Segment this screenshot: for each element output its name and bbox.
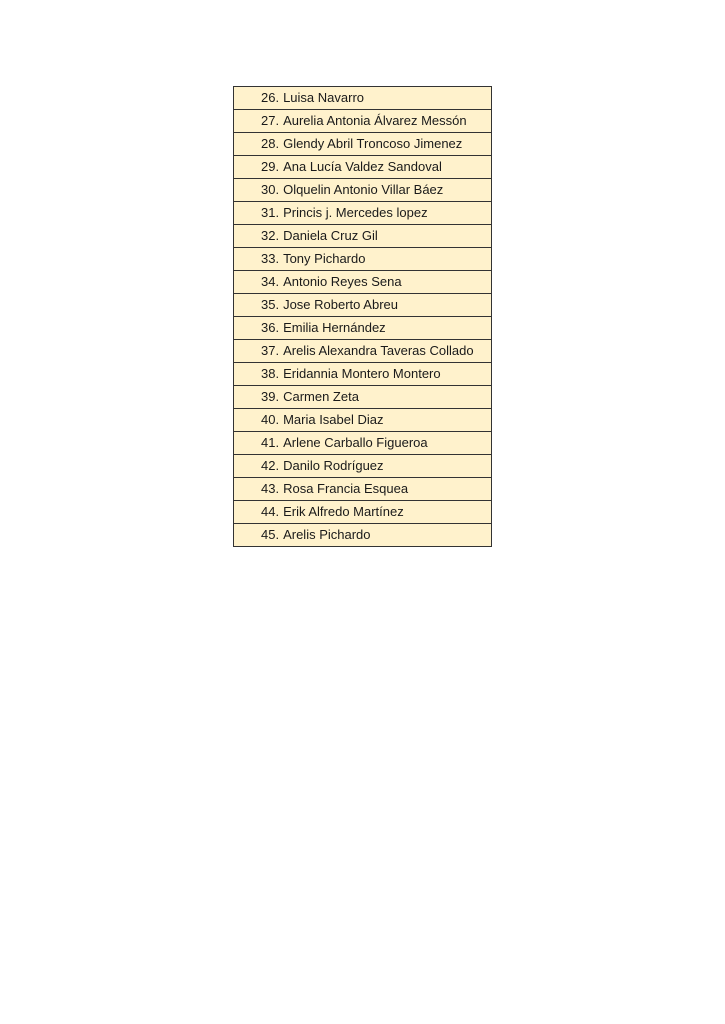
table-row [234,363,492,386]
row-number: 27. [261,113,280,128]
table-row [234,179,492,202]
row-number: 35. [261,297,280,312]
row-number: 43. [261,481,280,496]
name-list-table [233,86,492,547]
row-number: 31. [261,205,280,220]
table-row [234,271,492,294]
name-cell [234,317,492,340]
table-row [234,225,492,248]
person-name: Arelis Alexandra Taveras Collado [283,343,474,358]
name-cell [234,110,492,133]
row-number: 40. [261,412,280,427]
name-cell [234,478,492,501]
table-row [234,340,492,363]
name-cell [234,133,492,156]
name-cell [234,156,492,179]
row-number: 33. [261,251,280,266]
table-row [234,110,492,133]
row-number: 32. [261,228,280,243]
name-cell [234,294,492,317]
table-row [234,202,492,225]
name-cell [234,501,492,524]
person-name: Danilo Rodríguez [283,458,384,473]
name-cell [234,87,492,110]
person-name: Arelis Pichardo [283,527,371,542]
person-name: Jose Roberto Abreu [283,297,398,312]
table-row [234,455,492,478]
row-number: 37. [261,343,280,358]
name-cell [234,340,492,363]
row-number: 28. [261,136,280,151]
person-name: Luisa Navarro [283,90,365,105]
row-number: 36. [261,320,280,335]
table-row [234,248,492,271]
name-list-body [234,87,492,547]
person-name: Eridannia Montero Montero [283,366,441,381]
name-cell [234,386,492,409]
table-row [234,386,492,409]
person-name: Rosa Francia Esquea [283,481,409,496]
row-number: 45. [261,527,280,542]
person-name: Carmen Zeta [283,389,359,404]
table-row [234,524,492,547]
row-number: 34. [261,274,280,289]
name-cell [234,363,492,386]
person-name: Glendy Abril Troncoso Jimenez [283,136,463,151]
person-name: Daniela Cruz Gil [283,228,378,243]
person-name: Antonio Reyes Sena [283,274,402,289]
name-cell [234,225,492,248]
person-name: Emilia Hernández [283,320,386,335]
person-name: Tony Pichardo [283,251,366,266]
table-row [234,478,492,501]
row-number: 26. [261,90,280,105]
row-number: 30. [261,182,280,197]
person-name: Maria Isabel Diaz [283,412,384,427]
row-number: 39. [261,389,280,404]
table-row [234,133,492,156]
person-name: Ana Lucía Valdez Sandoval [283,159,442,174]
person-name: Princis j. Mercedes lopez [283,205,428,220]
row-number: 38. [261,366,280,381]
name-cell [234,179,492,202]
person-name: Olquelin Antonio Villar Báez [283,182,444,197]
row-number: 44. [261,504,280,519]
person-name: Arlene Carballo Figueroa [283,435,428,450]
table-row [234,501,492,524]
name-cell [234,248,492,271]
person-name: Erik Alfredo Martínez [283,504,404,519]
name-cell [234,455,492,478]
name-cell [234,409,492,432]
table-row [234,156,492,179]
name-cell [234,271,492,294]
name-cell [234,202,492,225]
table-row [234,294,492,317]
name-cell [234,432,492,455]
name-cell [234,524,492,547]
table-row [234,87,492,110]
table-row [234,409,492,432]
table-row [234,317,492,340]
table-row [234,432,492,455]
row-number: 41. [261,435,280,450]
row-number: 42. [261,458,280,473]
person-name: Aurelia Antonia Álvarez Messón [283,113,467,128]
row-number: 29. [261,159,280,174]
